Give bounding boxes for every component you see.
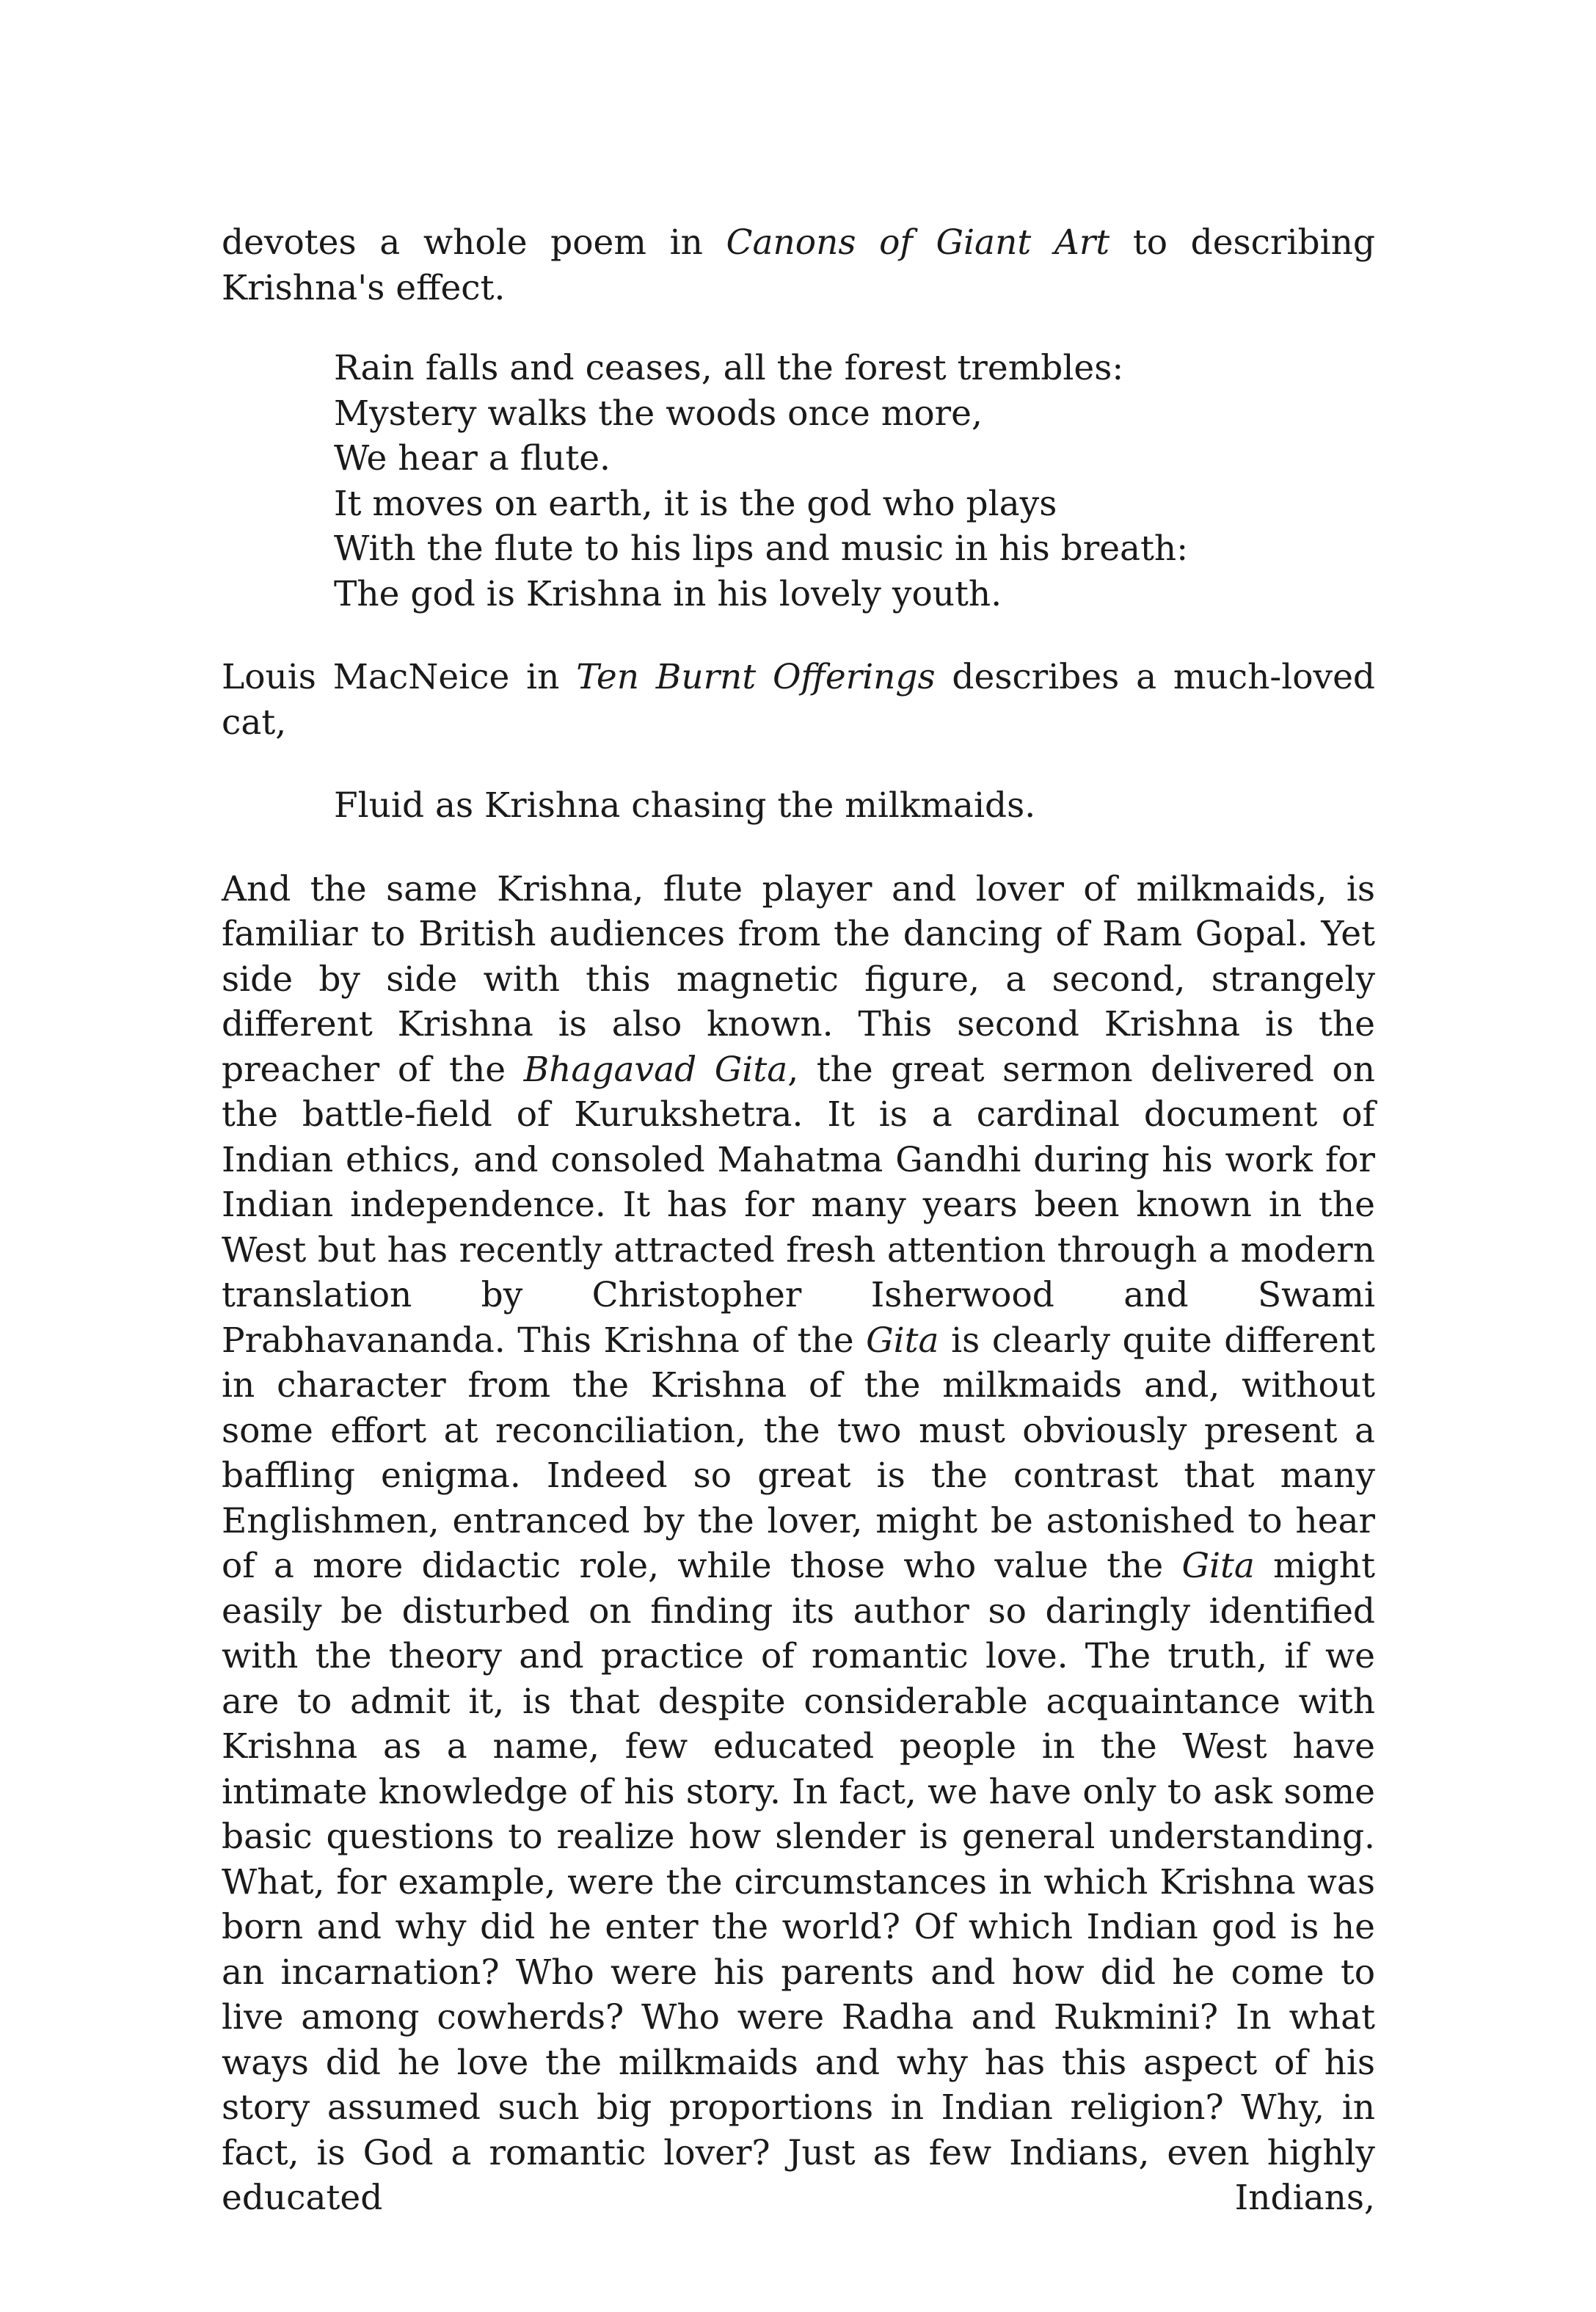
page-text	[222, 220, 1375, 2221]
book-title-gita: Bhagavad Gita	[523, 1049, 788, 1090]
body-text: , the great sermon delivered on the battle-field of Kurukshetra. It is a cardinal document of Indian ethics, and consoled Mahatma Gandhi during his work for Indian independence. It has for many years been known in the West but has recently attracted fresh attention through a modern translation by Christopher Isherwood and Swami Prabhavananda. This Krishna of the	[222, 1049, 1375, 1361]
poem-line: Rain falls and ceases, all the forest trembles:	[334, 348, 1124, 388]
poem-line: Fluid as Krishna chasing the milkmaids.	[334, 785, 1036, 826]
body-text: might easily be disturbed on finding its author so daringly identified with the theory and practice of romantic love. The truth, if we are to admit it, is that despite considerable acquaintance with Krishna as a name, few educated people in the West have intimate knowledge of his story. In fact, we have only to ask some basic questions to realize how slender is general understanding. What, for example, were the circumstances in which Krishna was born and why did he enter the world? Of which Indian god is he an incarnation? Who were his parents and how did he come to live among cowherds? Who were Radha and Rukmini? In what ways did he love the milkmaids and why has this aspect of his story assumed such big proportions in Indian religion? Why, in fact, is God a romantic lover? Just as few Indians, even highly educated Indians,	[222, 1546, 1375, 2218]
poem-line: It moves on earth, it is the god who plays	[334, 483, 1057, 524]
poem-line: We hear a flute.	[334, 438, 611, 479]
book-title-gita: Gita	[1181, 1546, 1255, 1586]
poem-line: Mystery walks the woods once more,	[334, 393, 983, 434]
poem-quotation-milkmaids	[222, 783, 1375, 829]
macneice-paragraph	[222, 655, 1375, 745]
book-title-canons: Canons of Giant Art	[726, 222, 1110, 263]
intro-text-1: devotes a whole poem in	[222, 222, 726, 263]
poem-quotation-flute	[222, 346, 1375, 617]
book-title-gita: Gita	[866, 1320, 939, 1361]
macneice-text-1: Louis MacNeice in	[222, 657, 577, 697]
intro-text-2: to describing Krishna's effect.	[222, 222, 1375, 308]
poem-line: The god is Krishna in his lovely youth.	[334, 573, 1002, 614]
body-paragraph	[222, 867, 1375, 2221]
poem-line: With the flute to his lips and music in his breath:	[334, 528, 1189, 569]
macneice-text-2: describes a much-loved cat,	[222, 657, 1376, 743]
intro-paragraph	[222, 220, 1375, 310]
body-text: And the same Krishna, flute player and lover of milkmaids, is familiar to British audiences from the dancing of Ram Gopal. Yet side by side with this magnetic figure, a second, strangely different Krishna is also known. This second Krishna is the preacher of the	[222, 868, 1375, 1090]
body-text: is clearly quite different in character from the Krishna of the milkmaids and, without some effort at reconciliation, the two must obviously present a baffling enigma. Indeed so great is the contrast that many Englishmen, entranced by the lover, might be astonished to hear of a more didactic role, while those who value the	[222, 1320, 1375, 1586]
book-title-offerings: Ten Burnt Offerings	[576, 657, 936, 697]
